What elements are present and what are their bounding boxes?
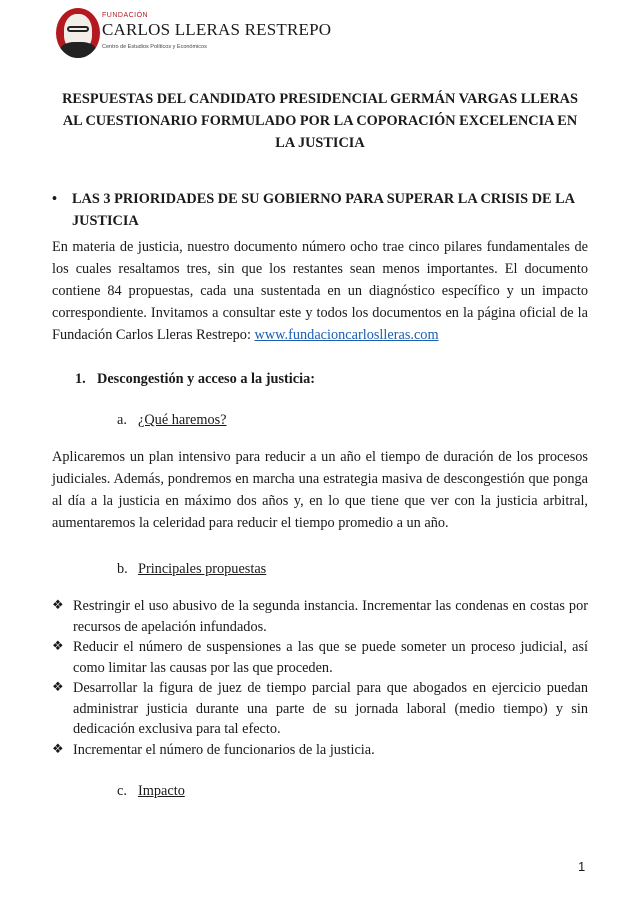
list-item — [52, 596, 588, 637]
foundation-logo — [50, 8, 332, 60]
sub-label: ¿Qué haremos? — [138, 412, 227, 428]
diamond-bullet-icon: ❖ — [52, 598, 64, 613]
diamond-bullet-icon: ❖ — [52, 741, 64, 757]
proposals-list — [52, 596, 588, 760]
proposal-text: Desarrollar la figura de juez de tiempo parcial para que abogados en ejercicio puedan administrar justicia durante una parte de su jornada laboral (medio tiempo) y sin dedicación exclusiva para tal efecto. — [73, 680, 588, 737]
proposal-text: Reducir el número de suspensiones a las que se puede someter un proceso judicial, así como limitar las causas por las que proceden. — [73, 639, 588, 676]
haremos-paragraph: Aplicaremos un plan intensivo para reducir a un año el tiempo de duración de los procesos judiciales. Además, pondremos en marcha una estrategia masiva de descongestión que ponga al día a la justicia en máximo dos años y, en lo que tiene que ver con la justicia arbitral, aumentaremos la celeridad para reducir el tiempo promedio a un año. — [52, 449, 588, 531]
numbered-item-1 — [75, 368, 315, 390]
list-item — [52, 637, 588, 678]
sub-label: Principales propuestas — [138, 561, 267, 577]
item-number: 1. — [75, 371, 86, 387]
section-heading — [52, 188, 592, 232]
portrait-logo-icon — [56, 8, 100, 58]
document-title: RESPUESTAS DEL CANDIDATO PRESIDENCIAL GERMÁN VARGAS LLERAS AL CUESTIONARIO FORMULADO POR LA COPORACIÓN EXCELENCIA EN LA JUSTICIA — [62, 91, 578, 151]
bullet-icon: • — [52, 191, 58, 207]
logo-small-text: FUNDACIÓN — [102, 12, 149, 19]
subheading-principales-propuestas — [117, 558, 266, 580]
sub-label: Impacto — [138, 783, 185, 799]
logo-subtitle: Centro de Estudios Políticos y Económicos — [102, 44, 207, 50]
diamond-bullet-icon: ❖ — [52, 639, 64, 654]
foundation-website-link[interactable]: www.fundacioncarloslleras.com — [254, 327, 439, 343]
proposal-text: Restringir el uso abusivo de la segunda instancia. Incrementar las condenas en costas por recursos de apelación infundados. — [73, 598, 588, 635]
subheading-impacto — [117, 780, 185, 802]
sub-letter: a. — [117, 412, 127, 428]
list-item — [52, 678, 588, 740]
sub-letter: c. — [117, 783, 127, 799]
subheading-que-haremos — [117, 409, 227, 431]
proposal-text: Incrementar el número de funcionarios de la justicia. — [73, 741, 375, 758]
page-number: 1 — [578, 859, 586, 874]
intro-text: En materia de justicia, nuestro documento número ocho trae cinco pilares fundamentales de los cuales resaltamos tres, sin que los restantes sean menos importantes. El documento contiene 84 propuestas, cada una sustentada en un diagnóstico específico y un impacto correspondiente. Invitamos a consultar este y todos los documentos en la página oficial de la Fundación Carlos Lleras Restrepo: — [52, 239, 588, 343]
logo-main-text: CARLOS LLERAS RESTREPO — [102, 20, 332, 39]
diamond-bullet-icon: ❖ — [52, 680, 64, 695]
sub-letter: b. — [117, 561, 128, 577]
item-label: Descongestión y acceso a la justicia: — [97, 371, 315, 387]
section-heading-text: LAS 3 PRIORIDADES DE SU GOBIERNO PARA SUPERAR LA CRISIS DE LA JUSTICIA — [72, 191, 575, 229]
list-item — [52, 740, 588, 761]
intro-paragraph — [52, 236, 588, 346]
